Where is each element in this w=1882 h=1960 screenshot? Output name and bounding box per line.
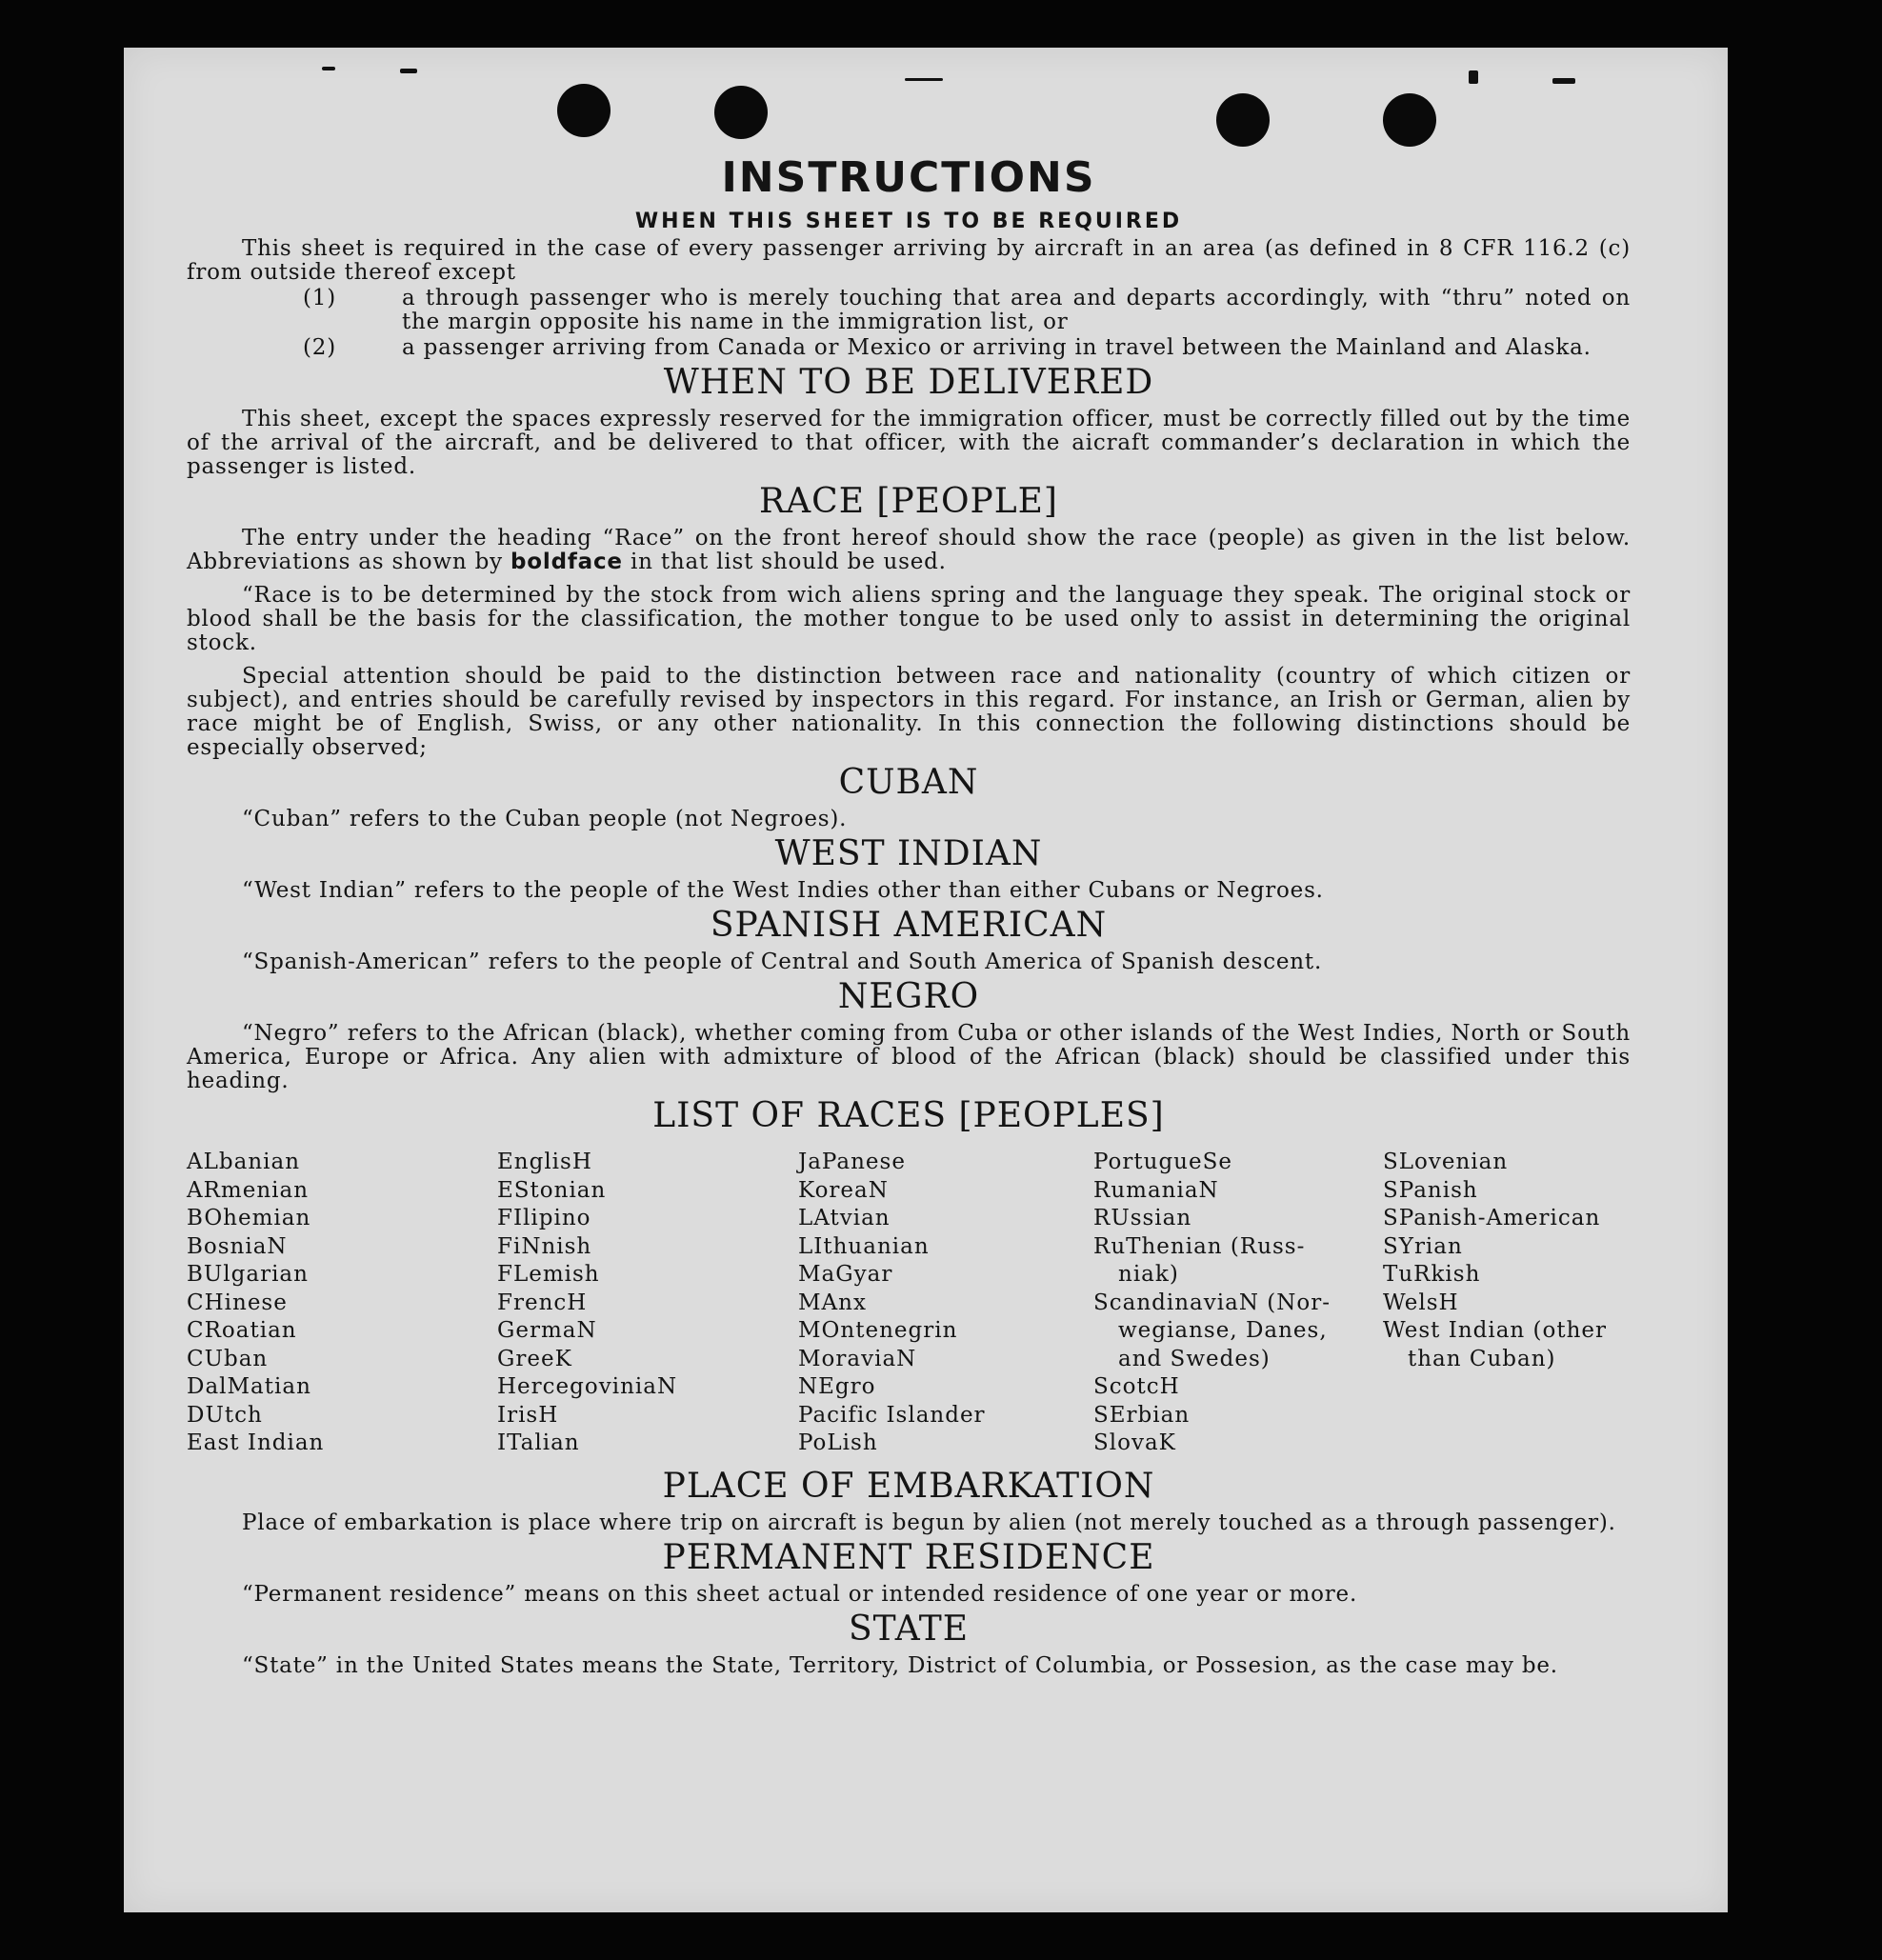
race-p1-bold: boldface	[511, 550, 623, 574]
race-entry: TuRkish	[1383, 1262, 1481, 1287]
race-entry: IrisH	[497, 1402, 559, 1428]
race-entry: East Indian	[187, 1430, 325, 1455]
delivered-paragraph: This sheet, except the spaces expressly reserved for the immigration officer, must be correctly filled out by the time of the arrival of the aircraft, and be delivered to that officer, with the aicraft commander’s declaration in which the passenger is listed.	[187, 407, 1631, 479]
race-entry: ScotcH	[1093, 1374, 1180, 1399]
race-p1-text: The entry under the heading “Race” on the front hereof should show the race (people) as given in the list below. Abbreviations as shown by	[187, 526, 1631, 574]
race-entry: DUtch	[187, 1402, 263, 1428]
race-entry-continued: niak)	[1118, 1262, 1179, 1287]
race-entry: ITalian	[497, 1430, 580, 1455]
race-entry: SPanish-American	[1383, 1206, 1601, 1230]
race-entry: RuThenian (Russ-	[1093, 1233, 1306, 1259]
race-entry: RUssian	[1093, 1206, 1192, 1230]
race-entry: SlovaK	[1093, 1430, 1176, 1455]
scan-mark	[400, 69, 417, 73]
exception-number: (1)	[303, 286, 336, 310]
section-heading-spanish-american: SPANISH AMERICAN	[710, 906, 1108, 945]
races-column	[1383, 1149, 1631, 1458]
race-entry: BosniaN	[187, 1233, 288, 1259]
race-entry: West Indian (other	[1383, 1318, 1608, 1343]
race-entry: ScandinaviaN (Nor-	[1093, 1290, 1331, 1315]
race-entry: ARmenian	[187, 1177, 310, 1203]
race-entry: JaPanese	[798, 1150, 906, 1174]
races-list	[187, 1149, 1631, 1458]
race-entry: CRoatian	[187, 1318, 297, 1343]
section-heading-residence: PERMANENT RESIDENCE	[662, 1537, 1155, 1577]
race-entry: RumaniaN	[1093, 1177, 1219, 1203]
race-entry: MAnx	[798, 1290, 867, 1315]
embarkation-paragraph: Place of embarkation is place where trip on aircraft is begun by alien (not merely touched as a through passenger).	[242, 1510, 1616, 1535]
section-heading-state: STATE	[848, 1609, 970, 1649]
races-column	[1093, 1149, 1383, 1458]
races-column	[798, 1149, 1093, 1458]
scan-mark	[1552, 78, 1575, 84]
cuban-paragraph: “Cuban” refers to the Cuban people (not Negroes).	[242, 807, 848, 831]
race-entry: GreeK	[497, 1346, 572, 1371]
document-page	[124, 48, 1728, 1912]
race-entry: CHinese	[187, 1290, 288, 1315]
race-entry: FIlipino	[497, 1206, 591, 1230]
race-entry: PoLish	[798, 1430, 878, 1455]
race-entry: FLemish	[497, 1262, 600, 1287]
race-paragraph-2: “Race is to be determined by the stock from wich aliens spring and the language they speak. The original stock or blood shall be the basis for the classification, the mother tongue to be used only to assist in determining the original stock.	[187, 583, 1631, 655]
race-entry-continued: and Swedes)	[1118, 1346, 1271, 1371]
race-entry: GermaN	[497, 1318, 597, 1343]
punch-hole	[1216, 93, 1270, 147]
race-entry: CUban	[187, 1346, 269, 1371]
race-entry: Pacific Islander	[798, 1402, 986, 1428]
race-paragraph-1	[187, 527, 1631, 574]
section-heading-delivered: WHEN TO BE DELIVERED	[663, 363, 1154, 402]
race-entry: NEgro	[798, 1374, 876, 1399]
race-entry: MaGyar	[798, 1262, 893, 1287]
page-title: INSTRUCTIONS	[721, 153, 1096, 202]
exception-item	[187, 287, 1631, 334]
race-entry: ALbanian	[187, 1150, 301, 1174]
races-column	[187, 1149, 497, 1458]
section-heading-embarkation: PLACE OF EMBARKATION	[662, 1466, 1155, 1506]
spanish-american-paragraph: “Spanish-American” refers to the people of Central and South America of Spanish descent.	[242, 950, 1323, 974]
race-paragraph-3: Special attention should be paid to the distinction between race and nationality (country of which citizen or subject), and entries should be carefully revised by inspectors in this regard. For instance, an Irish or German, alien by race might be of English, Swiss, or any other nationality. In this connection the following distinctions should be especially observed;	[187, 664, 1631, 760]
state-paragraph: “State” in the United States means the State, Territory, District of Columbia, or Possesion, as the case may be.	[242, 1652, 1558, 1678]
race-entry: HercegoviniaN	[497, 1374, 678, 1399]
races-column	[497, 1149, 798, 1458]
exception-text: a through passenger who is merely touching that area and departs accordingly, with “thru” noted on the margin opposite his name in the immigration list, or	[402, 286, 1631, 334]
punch-hole	[1383, 93, 1436, 147]
punch-hole	[714, 86, 768, 139]
negro-paragraph: “Negro” refers to the African (black), whether coming from Cuba or other islands of the West Indies, North or South America, Europe or Africa. Any alien with admixture of blood of the African (black) should be classified under this heading.	[187, 1021, 1631, 1093]
race-entry: MoraviaN	[798, 1346, 917, 1371]
west-indian-paragraph: “West Indian” refers to the people of the West Indies other than either Cubans or Negroes.	[242, 878, 1324, 903]
race-entry: PortugueSe	[1093, 1150, 1232, 1174]
intro-paragraph: This sheet is required in the case of every passenger arriving by aircraft in an area (as defined in 8 CFR 116.2 (c) from outside thereof except	[187, 236, 1631, 285]
race-entry: BUlgarian	[187, 1262, 309, 1287]
race-entry: SPanish	[1383, 1177, 1478, 1203]
race-entry: SErbian	[1093, 1402, 1191, 1428]
race-entry: FiNnish	[497, 1233, 592, 1259]
instructions-content	[187, 152, 1631, 1678]
race-entry: DalMatian	[187, 1374, 311, 1399]
race-entry: WelsH	[1383, 1290, 1459, 1315]
section-heading-race: RACE [PEOPLE]	[759, 482, 1058, 521]
exception-number: (2)	[303, 335, 336, 360]
race-entry: LAtvian	[798, 1206, 891, 1230]
section-heading-west-indian: WEST INDIAN	[774, 834, 1043, 873]
exception-text: a passenger arriving from Canada or Mexico or arriving in travel between the Mainland and Alaska.	[402, 335, 1592, 360]
section-heading-negro: NEGRO	[837, 977, 980, 1016]
page-subtitle: WHEN THIS SHEET IS TO BE REQUIRED	[634, 210, 1183, 233]
race-p1-text-end: in that list should be used.	[630, 550, 947, 574]
race-entry: BOhemian	[187, 1206, 311, 1230]
scan-mark	[322, 67, 335, 70]
race-entry: SLovenian	[1383, 1150, 1509, 1174]
race-entry: SYrian	[1383, 1233, 1463, 1259]
section-heading-cuban: CUBAN	[838, 763, 979, 802]
race-entry: FrencH	[497, 1290, 588, 1315]
race-entry: MOntenegrin	[798, 1318, 958, 1343]
section-heading-races-list: LIST OF RACES [PEOPLES]	[652, 1096, 1165, 1135]
race-entry: LIthuanian	[798, 1233, 930, 1259]
scan-mark	[1469, 70, 1478, 84]
race-entry-continued: than Cuban)	[1408, 1346, 1556, 1371]
punch-hole	[557, 84, 611, 137]
race-entry: EStonian	[497, 1177, 607, 1203]
residence-paragraph: “Permanent residence” means on this sheet actual or intended residence of one year or more.	[242, 1581, 1358, 1607]
race-entry: KoreaN	[798, 1177, 889, 1203]
race-entry-continued: wegianse, Danes,	[1118, 1318, 1328, 1343]
exception-item	[187, 336, 1631, 360]
race-entry: EnglisH	[497, 1150, 592, 1174]
scan-mark	[905, 78, 943, 81]
